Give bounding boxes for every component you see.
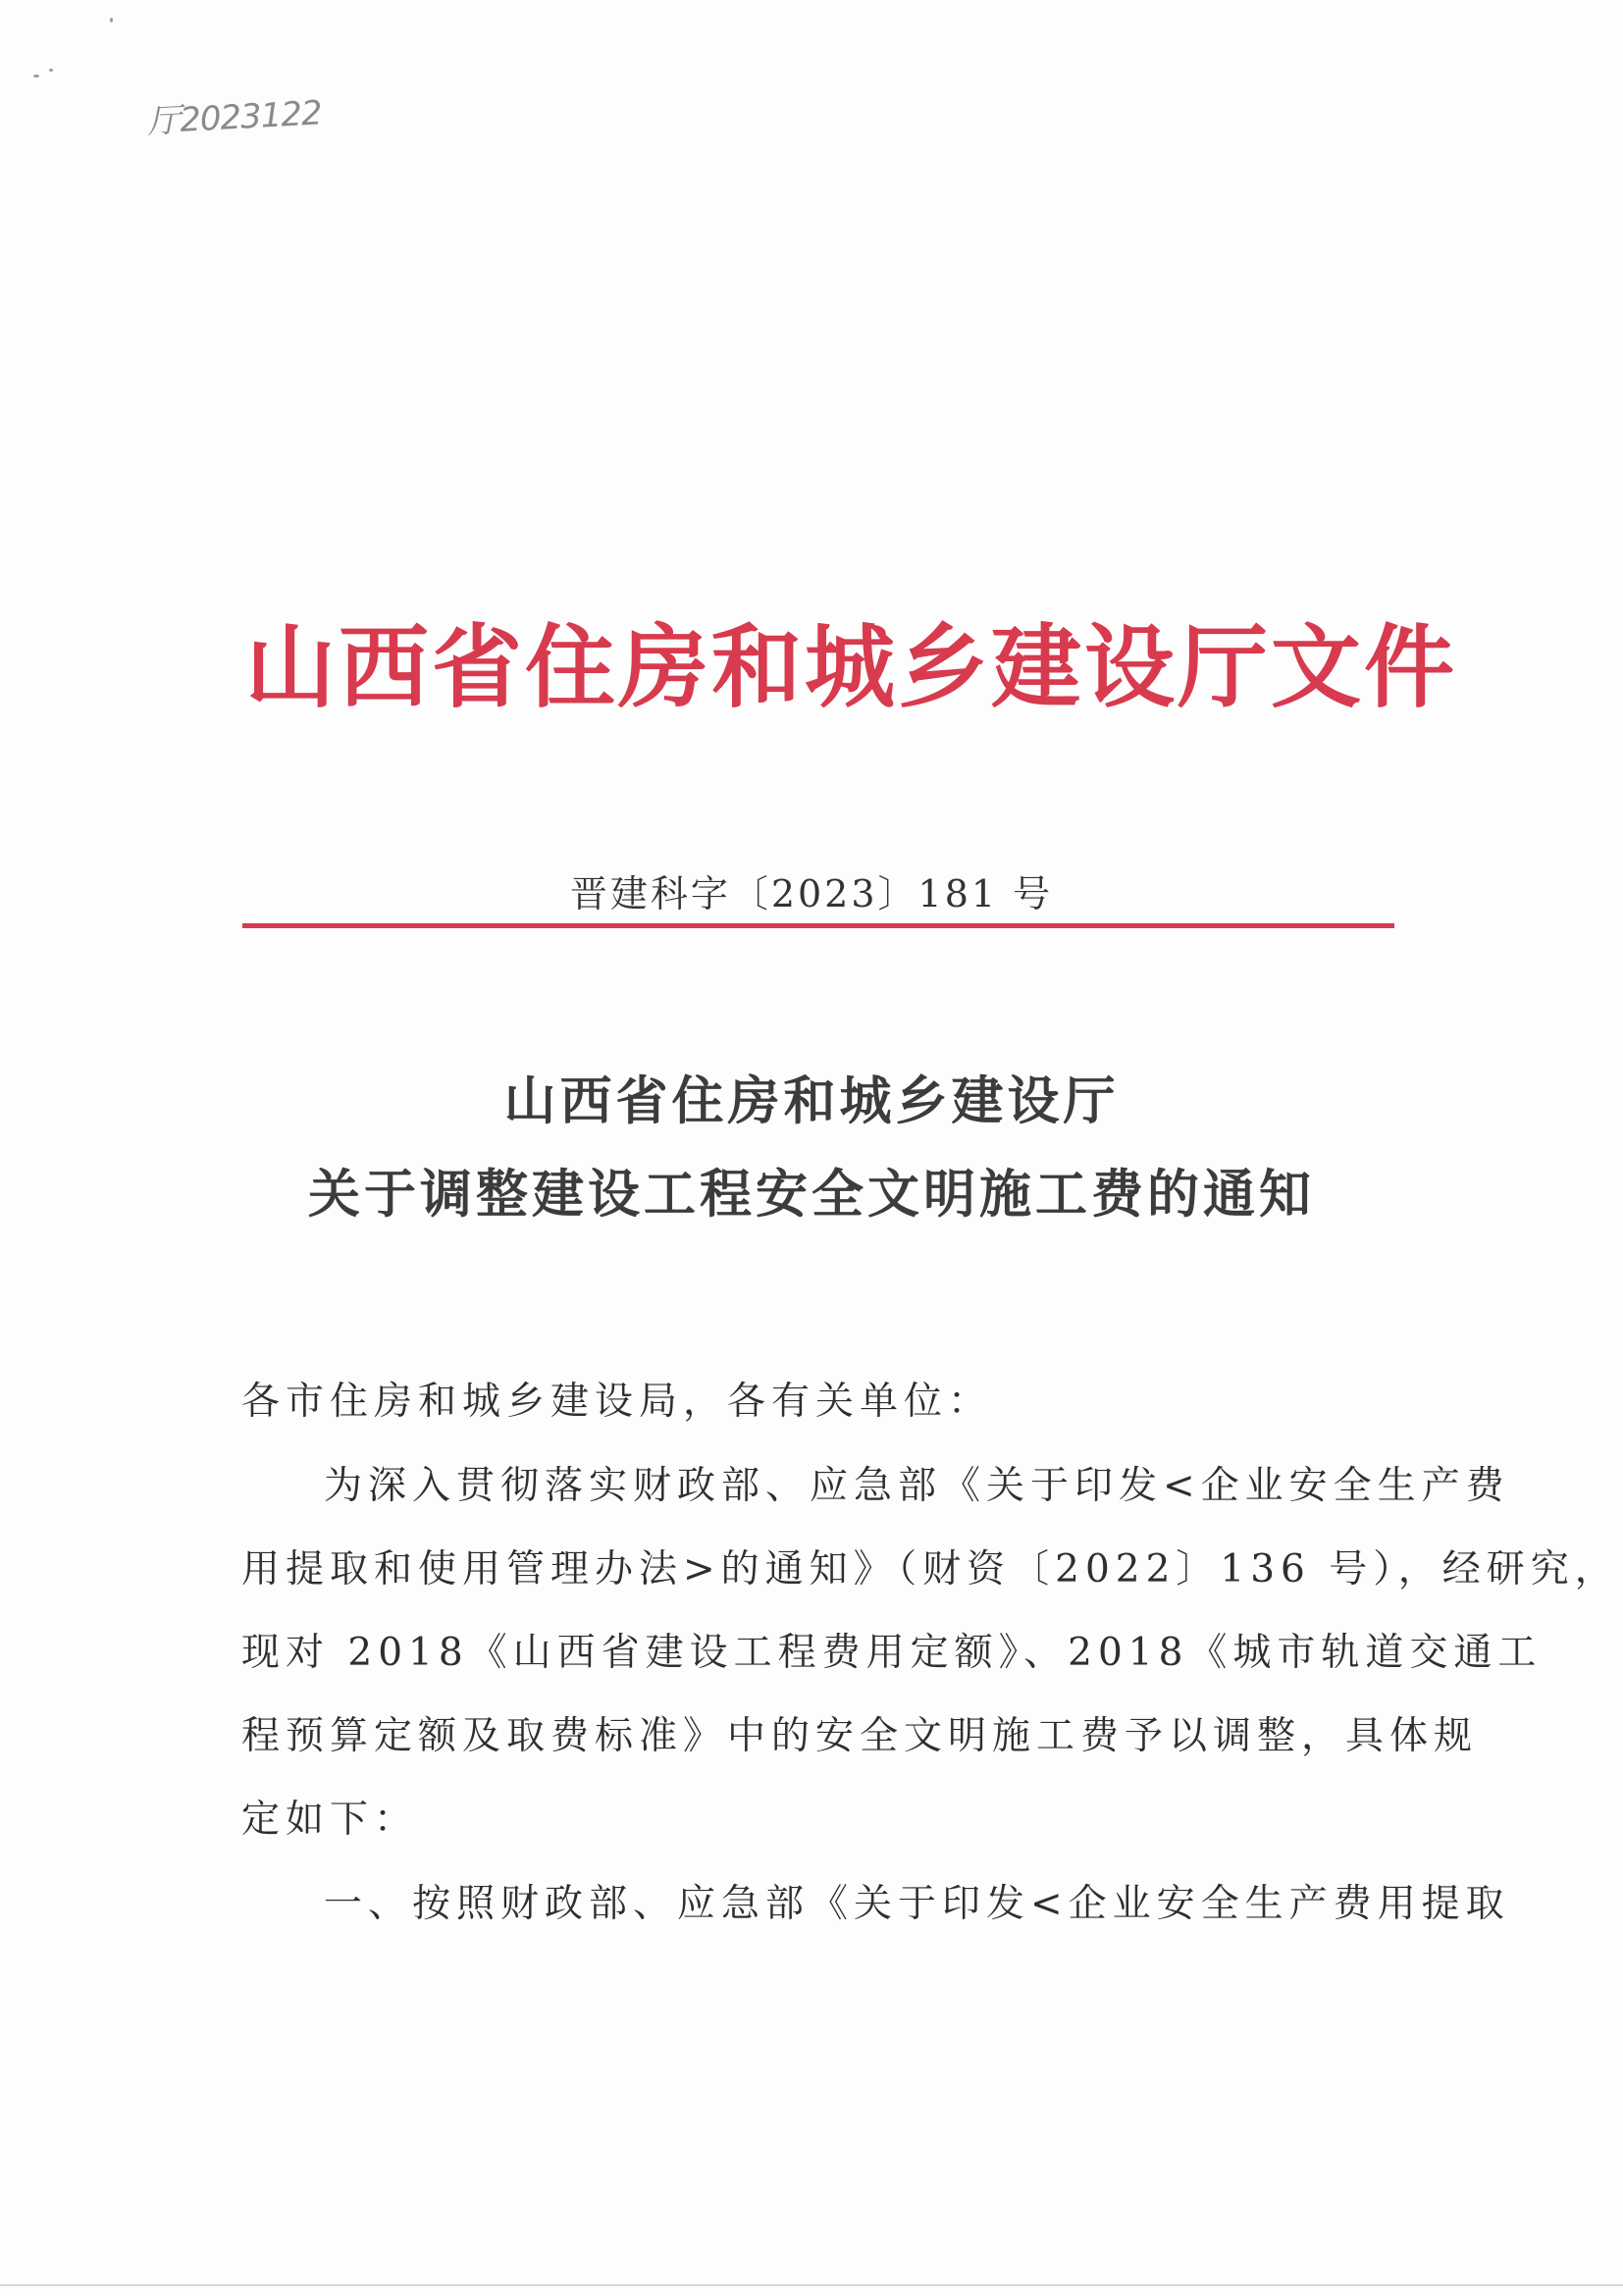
- notice-title-line-1: 山西省住房和城乡建设厅: [503, 1070, 1120, 1131]
- paragraph-line: 定如下：: [241, 1798, 419, 1842]
- item-1-line: 一、按照财政部、应急部《关于印发<企业安全生产费用提取: [324, 1882, 1510, 1926]
- salutation: 各市住房和城乡建设局，各有关单位：: [241, 1380, 993, 1424]
- scan-speck: [33, 75, 39, 78]
- document-number: 晋建科字〔2023〕181 号: [569, 872, 1054, 915]
- issuer-header-title: 山西省住房和城乡建设厅文件: [245, 614, 1458, 720]
- scan-bottom-edge: [0, 2284, 1623, 2286]
- paragraph-line: 程预算定额及取费标准》中的安全文明施工费予以调整，具体规: [241, 1714, 1479, 1758]
- paragraph-line: 现对 2018《山西省建设工程费用定额》、2018《城市轨道交通工: [241, 1631, 1543, 1675]
- paragraph-line: 为深入贯彻落实财政部、应急部《关于印发<企业安全生产费: [324, 1464, 1510, 1508]
- scan-speck: [49, 69, 53, 72]
- paragraph-line: 用提取和使用管理办法>的通知》（财资〔2022〕136 号），经研究，: [241, 1547, 1619, 1592]
- handwritten-note: 厅2023122: [146, 93, 323, 142]
- red-divider-line: [242, 923, 1394, 928]
- notice-title-line-2: 关于调整建设工程安全文明施工费的通知: [308, 1164, 1315, 1225]
- scan-speck: [110, 18, 113, 23]
